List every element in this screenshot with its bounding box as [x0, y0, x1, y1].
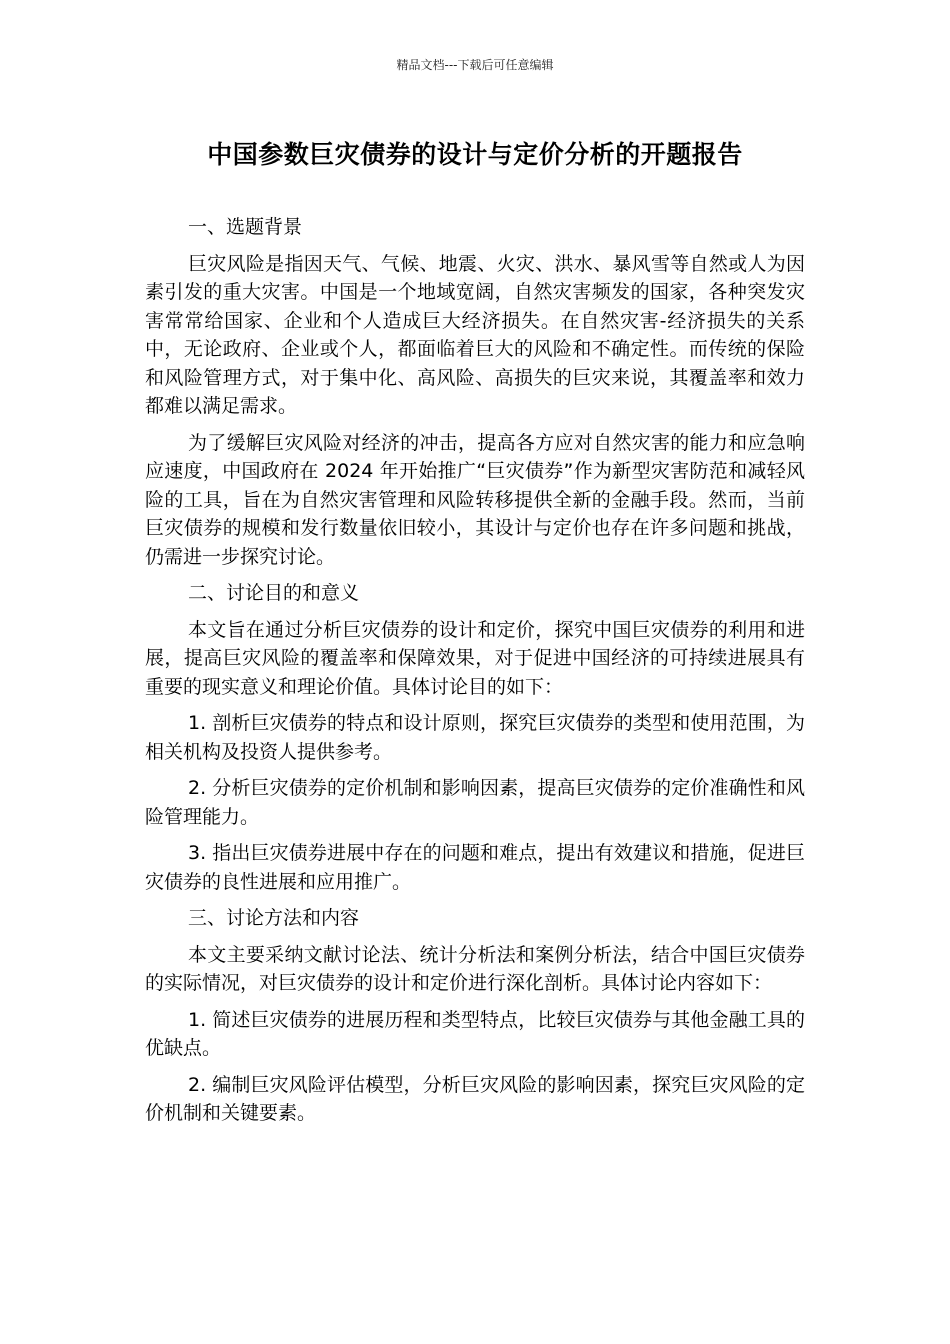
section-heading-purpose: 二、讨论目的和意义 [188, 582, 360, 604]
paragraph: 本文主要采纳文献讨论法、统计分析法和案例分析法，结合中国巨灾债券的实际情况，对巨灾债券的设计和定价进行深化剖析。具体讨论内容如下： [145, 943, 805, 994]
section-heading-methods: 三、讨论方法和内容 [188, 907, 360, 929]
paragraph: 巨灾风险是指因天气、气候、地震、火灾、洪水、暴风雪等自然或人为因素引发的重大灾害。中国是一个地域宽阔，自然灾害频发的国家，各种突发灾害常常给国家、企业和个人造成巨大经济损失。在自然灾害-经济损失的关系中，无论政府、企业或个人，都面临着巨大的风险和不确定性。而传统的保险和风险管理方式，对于集中化、高风险、高损失的巨灾来说，其覆盖率和效力都难以满足需求。 [145, 252, 805, 417]
section-heading-background: 一、选题背景 [188, 216, 303, 238]
list-item: 1. 简述巨灾债券的进展历程和类型特点，比较巨灾债券与其他金融工具的优缺点。 [145, 1008, 805, 1059]
paragraph: 为了缓解巨灾风险对经济的冲击，提高各方应对自然灾害的能力和应急响应速度，中国政府在 2024 年开始推广“巨灾债券”作为新型灾害防范和减轻风险的工具，旨在为自然灾害管理和风险转移提供全新的金融手段。然而，当前巨灾债券的规模和发行数量依旧较小，其设计与定价也存在许多问题和挑战，仍需进一步探究讨论。 [145, 431, 805, 568]
paragraph: 本文旨在通过分析巨灾债券的设计和定价，探究中国巨灾债券的利用和进展，提高巨灾风险的覆盖率和保障效果，对于促进中国经济的可持续进展具有重要的现实意义和理论价值。具体讨论目的如下： [145, 618, 805, 698]
page-header: 精品文档---下载后可任意编辑 [396, 58, 554, 72]
list-item: 3. 指出巨灾债券进展中存在的问题和难点，提出有效建议和措施，促进巨灾债券的良性进展和应用推广。 [145, 842, 805, 893]
list-item: 2. 编制巨灾风险评估模型，分析巨灾风险的影响因素，探究巨灾风险的定价机制和关键要素。 [145, 1073, 805, 1124]
list-item: 1. 剖析巨灾债券的特点和设计原则，探究巨灾债券的类型和使用范围，为相关机构及投资人提供参考。 [145, 712, 805, 763]
document-body [145, 213, 805, 1136]
document-title: 中国参数巨灾债券的设计与定价分析的开题报告 [207, 140, 743, 169]
list-item: 2. 分析巨灾债券的定价机制和影响因素，提高巨灾债券的定价准确性和风险管理能力。 [145, 777, 805, 828]
